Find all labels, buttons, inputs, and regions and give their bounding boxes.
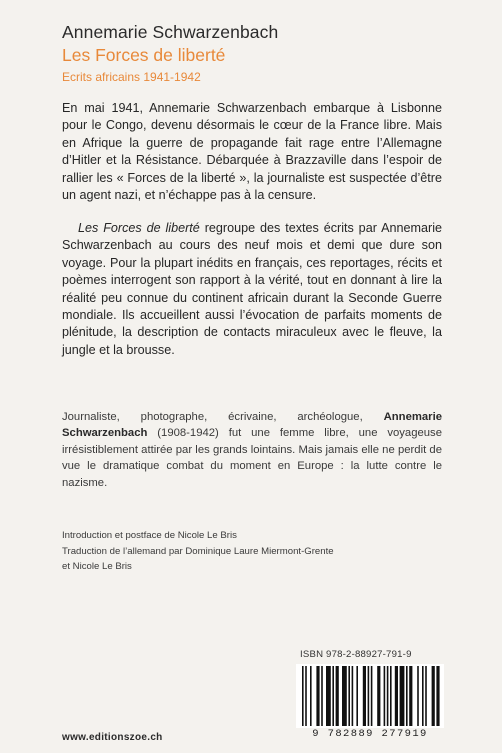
barcode-bar bbox=[305, 666, 307, 726]
barcode-number: 9 782889 277919 bbox=[312, 728, 428, 740]
barcode-bar bbox=[422, 666, 424, 726]
barcode-bar bbox=[371, 666, 373, 726]
barcode-bar bbox=[417, 666, 419, 726]
barcode-bar bbox=[326, 666, 331, 726]
barcode-bar bbox=[377, 666, 380, 726]
barcode-bar bbox=[336, 666, 339, 726]
barcode-bar bbox=[363, 666, 366, 726]
barcode-bar bbox=[409, 666, 412, 726]
barcode-bar bbox=[395, 666, 398, 726]
publisher-website: www.editionszoe.ch bbox=[62, 732, 163, 743]
barcode-bar bbox=[432, 666, 435, 726]
barcode-bar bbox=[425, 666, 427, 726]
barcode-bar bbox=[348, 666, 350, 726]
barcode bbox=[296, 664, 444, 728]
barcode-bar bbox=[302, 666, 304, 726]
bio-lead: Journaliste, photographe, écrivaine, archéologue, bbox=[62, 411, 384, 423]
book-title: Les Forces de liberté bbox=[62, 45, 226, 65]
barcode-bar bbox=[387, 666, 389, 726]
barcode-bar bbox=[342, 666, 347, 726]
credits-introduction: Introduction et postface de Nicole Le Bris bbox=[62, 530, 237, 541]
summary-paragraph-1: En mai 1941, Annemarie Schwarzenbach embarque à Lisbonne pour le Congo, devenu désormais le cœur de la France libre. Mais en Afrique la guerre de propagande fait rage entre l’Allemagne d’Hitler et la Résistance. Débarquée à Brazzaville dans l’espoir de rallier les « Forces de la liberté », la journaliste est suspectée d’être un agent nazi, et n’échappe pas à la censure. bbox=[62, 101, 442, 203]
barcode-bar bbox=[368, 666, 370, 726]
isbn: ISBN 978-2-88927-791-9 bbox=[300, 649, 412, 660]
barcode-bar bbox=[316, 666, 319, 726]
barcode-graphic bbox=[296, 664, 444, 728]
title-reference: Les Forces de liberté bbox=[78, 221, 200, 235]
author-bio bbox=[62, 409, 442, 491]
book-subtitle: Ecrits africains 1941-1942 bbox=[62, 70, 201, 84]
author-name: Annemarie Schwarzenbach bbox=[62, 22, 279, 42]
barcode-bar bbox=[384, 666, 386, 726]
barcode-bar bbox=[310, 666, 312, 726]
barcode-bar bbox=[332, 666, 334, 726]
bio-text: (1908-1942) fut une femme libre, une voyageuse irrésistiblement attirée par les grands lointains. Mais jamais elle ne perdit de vue le dramatique combat du moment en Europe : la lutte contre le nazisme. bbox=[62, 427, 442, 489]
barcode-bar bbox=[352, 666, 354, 726]
bio-author-name: Annemarie Schwarzenbach bbox=[62, 411, 442, 440]
barcode-bar bbox=[436, 666, 439, 726]
summary-paragraph-2 bbox=[62, 220, 442, 359]
barcode-bar bbox=[390, 666, 392, 726]
summary-paragraph-2-text: regroupe des textes écrits par Annemarie Schwarzenbach au cours des neuf mois et demi que dure son voyage. Pour la plupart inédits en français, ces reportages, récits et poèmes interrogent son rapport à la vérité, tout en donnant à lire la réalité peu connue du continent africain durant la Seconde Guerre mondiale. Ils accueillent aussi l’évocation de parfaits moments de plénitude, la description de contacts miraculeux avec le fleuve, la jungle et la brousse. bbox=[62, 221, 442, 357]
barcode-bar bbox=[356, 666, 358, 726]
credits-translation-cont: et Nicole Le Bris bbox=[62, 561, 132, 572]
credits-translation: Traduction de l’allemand par Dominique Laure Miermont-Grente bbox=[62, 545, 334, 557]
barcode-bar bbox=[400, 666, 405, 726]
barcode-bar bbox=[321, 666, 323, 726]
barcode-bar bbox=[406, 666, 408, 726]
credits bbox=[62, 528, 442, 575]
